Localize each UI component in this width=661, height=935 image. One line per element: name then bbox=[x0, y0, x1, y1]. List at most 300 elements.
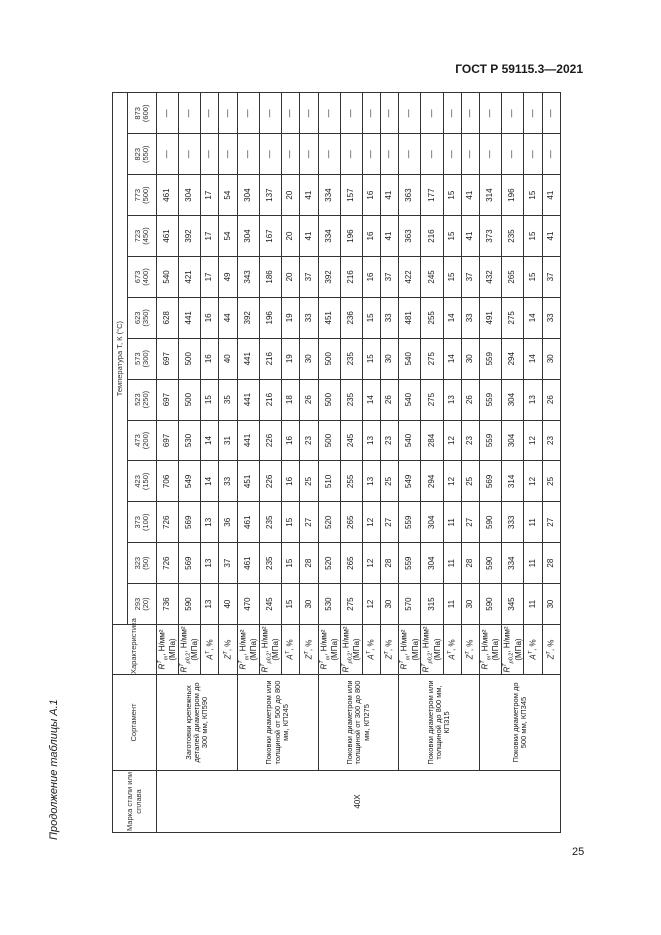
value-cell: 16 bbox=[281, 461, 299, 502]
value-cell: 284 bbox=[421, 420, 443, 461]
value-cell: — bbox=[201, 134, 219, 175]
value-cell: 461 bbox=[237, 543, 259, 584]
value-cell: 726 bbox=[157, 543, 179, 584]
value-cell: 13 bbox=[362, 461, 380, 502]
value-cell: 11 bbox=[443, 584, 461, 625]
value-cell: 726 bbox=[157, 502, 179, 543]
value-cell: — bbox=[524, 93, 542, 134]
value-cell: 167 bbox=[259, 216, 281, 257]
value-cell: 30 bbox=[461, 338, 479, 379]
col-characteristic-header: Характеристика bbox=[113, 625, 157, 675]
temp-col-header bbox=[128, 134, 157, 175]
characteristic-cell: $R^T_{p0,2}$, Н/мм² (МПа) bbox=[259, 625, 281, 675]
value-cell: 491 bbox=[480, 297, 502, 338]
value-cell: 25 bbox=[381, 461, 399, 502]
value-cell: 186 bbox=[259, 256, 281, 297]
value-cell: 17 bbox=[201, 175, 219, 216]
value-cell: 19 bbox=[281, 297, 299, 338]
value-cell: 20 bbox=[281, 216, 299, 257]
value-cell: 15 bbox=[281, 502, 299, 543]
value-cell: 15 bbox=[201, 379, 219, 420]
temp-kelvin: 773 bbox=[132, 188, 142, 202]
value-cell: 235 bbox=[502, 216, 524, 257]
value-cell: 11 bbox=[524, 543, 542, 584]
value-cell: 15 bbox=[524, 175, 542, 216]
value-cell: 11 bbox=[524, 584, 542, 625]
value-cell: 30 bbox=[542, 338, 560, 379]
value-cell: 16 bbox=[201, 338, 219, 379]
value-cell: 37 bbox=[542, 256, 560, 297]
value-cell: — bbox=[542, 134, 560, 175]
value-cell: 706 bbox=[157, 461, 179, 502]
value-cell: 15 bbox=[443, 175, 461, 216]
value-cell: 13 bbox=[201, 584, 219, 625]
value-cell: 28 bbox=[300, 543, 318, 584]
temp-celsius: (450) bbox=[141, 227, 150, 245]
value-cell: — bbox=[399, 93, 421, 134]
characteristic-cell: $Z^T$, % bbox=[219, 625, 237, 675]
value-cell: 520 bbox=[318, 502, 340, 543]
characteristic-cell: $R^T_{p0,2}$, Н/мм² (МПа) bbox=[421, 625, 443, 675]
value-cell: 30 bbox=[542, 584, 560, 625]
value-cell: — bbox=[179, 134, 201, 175]
value-cell: 157 bbox=[340, 175, 362, 216]
value-cell: 40 bbox=[219, 338, 237, 379]
value-cell: 196 bbox=[259, 297, 281, 338]
temp-celsius: (600) bbox=[141, 104, 150, 123]
value-cell: 559 bbox=[480, 338, 502, 379]
properties-table-wrap bbox=[112, 93, 576, 833]
characteristic-cell: $R^T_{p0,2}$, Н/мм² (МПа) bbox=[340, 625, 362, 675]
value-cell: 304 bbox=[237, 216, 259, 257]
value-cell: — bbox=[502, 93, 524, 134]
temp-col-header bbox=[128, 93, 157, 134]
temp-kelvin: 323 bbox=[132, 556, 142, 570]
temp-kelvin: 673 bbox=[132, 270, 142, 284]
value-cell: 26 bbox=[461, 379, 479, 420]
value-cell: 33 bbox=[542, 297, 560, 338]
value-cell: 28 bbox=[381, 543, 399, 584]
value-cell: — bbox=[362, 134, 380, 175]
value-cell: 451 bbox=[318, 297, 340, 338]
value-cell: 12 bbox=[443, 461, 461, 502]
table-row bbox=[399, 93, 421, 833]
value-cell: 559 bbox=[399, 502, 421, 543]
value-cell: 33 bbox=[300, 297, 318, 338]
temp-celsius: (200) bbox=[141, 431, 150, 450]
value-cell: 216 bbox=[259, 338, 281, 379]
value-cell: — bbox=[461, 93, 479, 134]
value-cell: 37 bbox=[381, 256, 399, 297]
value-cell: 275 bbox=[421, 379, 443, 420]
value-cell: 23 bbox=[300, 420, 318, 461]
temperature-header: Температура T, К (°С) bbox=[113, 93, 128, 625]
temp-kelvin: 873 bbox=[132, 107, 142, 120]
value-cell: 530 bbox=[179, 420, 201, 461]
characteristic-cell: $A^T$, % bbox=[362, 625, 380, 675]
value-cell: 14 bbox=[362, 379, 380, 420]
value-cell: 177 bbox=[421, 175, 443, 216]
value-cell: — bbox=[179, 93, 201, 134]
value-cell: 15 bbox=[443, 216, 461, 257]
page-number: 25 bbox=[572, 846, 585, 858]
value-cell: 245 bbox=[340, 420, 362, 461]
value-cell: 36 bbox=[219, 502, 237, 543]
value-cell: 11 bbox=[443, 543, 461, 584]
value-cell: 12 bbox=[524, 461, 542, 502]
characteristic-cell: $R^T_{p0,2}$, Н/мм² (МПа) bbox=[502, 625, 524, 675]
value-cell: 590 bbox=[480, 543, 502, 584]
value-cell: 226 bbox=[259, 461, 281, 502]
value-cell: 15 bbox=[362, 297, 380, 338]
value-cell: 15 bbox=[362, 338, 380, 379]
value-cell: 432 bbox=[480, 256, 502, 297]
value-cell: 304 bbox=[179, 175, 201, 216]
value-cell: 20 bbox=[281, 256, 299, 297]
value-cell: 481 bbox=[399, 297, 421, 338]
value-cell: 13 bbox=[201, 543, 219, 584]
value-cell: 25 bbox=[542, 461, 560, 502]
value-cell: 13 bbox=[201, 502, 219, 543]
value-cell: 14 bbox=[201, 461, 219, 502]
value-cell: 54 bbox=[219, 216, 237, 257]
characteristic-cell: $A^T$, % bbox=[281, 625, 299, 675]
value-cell: 304 bbox=[237, 175, 259, 216]
value-cell: 540 bbox=[157, 256, 179, 297]
value-cell: 14 bbox=[201, 420, 219, 461]
value-cell: — bbox=[399, 134, 421, 175]
value-cell: — bbox=[381, 134, 399, 175]
value-cell: 235 bbox=[259, 502, 281, 543]
value-cell: 569 bbox=[480, 461, 502, 502]
value-cell: 41 bbox=[381, 175, 399, 216]
value-cell: — bbox=[237, 134, 259, 175]
temp-celsius: (500) bbox=[141, 186, 150, 204]
value-cell: 14 bbox=[524, 297, 542, 338]
value-cell: 304 bbox=[502, 379, 524, 420]
temp-kelvin: 573 bbox=[132, 352, 142, 365]
temp-kelvin: 723 bbox=[132, 229, 142, 243]
value-cell: 18 bbox=[281, 379, 299, 420]
value-cell: 559 bbox=[399, 543, 421, 584]
value-cell: — bbox=[219, 134, 237, 175]
value-cell: — bbox=[362, 93, 380, 134]
value-cell: 37 bbox=[300, 256, 318, 297]
value-cell: 40 bbox=[219, 584, 237, 625]
value-cell: 549 bbox=[399, 461, 421, 502]
temp-kelvin: 473 bbox=[132, 434, 142, 447]
value-cell: 294 bbox=[502, 338, 524, 379]
value-cell: 470 bbox=[237, 584, 259, 625]
value-cell: 30 bbox=[381, 338, 399, 379]
temp-kelvin: 423 bbox=[132, 475, 142, 488]
value-cell: 275 bbox=[502, 297, 524, 338]
standard-designation: ГОСТ Р 59115.3—2021 bbox=[455, 62, 583, 76]
value-cell: 28 bbox=[542, 543, 560, 584]
temp-col-header bbox=[128, 543, 157, 584]
value-cell: 235 bbox=[340, 338, 362, 379]
value-cell: 697 bbox=[157, 420, 179, 461]
value-cell: 15 bbox=[524, 256, 542, 297]
value-cell: — bbox=[421, 93, 443, 134]
value-cell: 15 bbox=[281, 584, 299, 625]
value-cell: 265 bbox=[340, 543, 362, 584]
value-cell: — bbox=[157, 93, 179, 134]
temp-celsius: (350) bbox=[141, 309, 150, 327]
table-row bbox=[318, 93, 340, 833]
value-cell: 16 bbox=[281, 420, 299, 461]
value-cell: 27 bbox=[542, 502, 560, 543]
value-cell: 137 bbox=[259, 175, 281, 216]
value-cell: 510 bbox=[318, 461, 340, 502]
value-cell: 569 bbox=[179, 543, 201, 584]
value-cell: 265 bbox=[502, 256, 524, 297]
value-cell: 26 bbox=[381, 379, 399, 420]
value-cell: 590 bbox=[480, 584, 502, 625]
value-cell: 315 bbox=[421, 584, 443, 625]
value-cell: 30 bbox=[461, 584, 479, 625]
value-cell: 500 bbox=[318, 338, 340, 379]
temp-kelvin: 373 bbox=[132, 516, 142, 529]
temp-celsius: (100) bbox=[141, 513, 150, 532]
temp-celsius: (400) bbox=[141, 268, 150, 286]
value-cell: 54 bbox=[219, 175, 237, 216]
value-cell: 314 bbox=[480, 175, 502, 216]
value-cell: 304 bbox=[502, 420, 524, 461]
value-cell: 37 bbox=[461, 256, 479, 297]
value-cell: 196 bbox=[340, 216, 362, 257]
temp-celsius: (20) bbox=[141, 597, 150, 611]
value-cell: 25 bbox=[461, 461, 479, 502]
characteristic-cell: $R^T_m$, Н/мм² (МПа) bbox=[480, 625, 502, 675]
value-cell: 16 bbox=[362, 175, 380, 216]
value-cell: 500 bbox=[179, 379, 201, 420]
value-cell: 697 bbox=[157, 379, 179, 420]
value-cell: 530 bbox=[318, 584, 340, 625]
value-cell: 304 bbox=[421, 502, 443, 543]
value-cell: — bbox=[480, 93, 502, 134]
value-cell: 216 bbox=[259, 379, 281, 420]
value-cell: — bbox=[443, 134, 461, 175]
value-cell: 441 bbox=[237, 338, 259, 379]
temp-col-header bbox=[128, 461, 157, 502]
value-cell: — bbox=[461, 134, 479, 175]
value-cell: 20 bbox=[281, 175, 299, 216]
temp-kelvin: 293 bbox=[132, 597, 142, 611]
value-cell: 25 bbox=[300, 461, 318, 502]
characteristic-cell: $Z^T$, % bbox=[381, 625, 399, 675]
value-cell: 441 bbox=[179, 297, 201, 338]
value-cell: 30 bbox=[300, 338, 318, 379]
value-cell: 41 bbox=[461, 175, 479, 216]
value-cell: 392 bbox=[318, 256, 340, 297]
temp-col-header bbox=[128, 175, 157, 216]
value-cell: 23 bbox=[542, 420, 560, 461]
value-cell: 16 bbox=[201, 297, 219, 338]
temp-col-header bbox=[128, 502, 157, 543]
characteristic-cell: $Z^T$, % bbox=[542, 625, 560, 675]
assortment-cell: Поковки диаметром или толщиной до 800 мм, КП315 bbox=[399, 675, 480, 771]
value-cell: 500 bbox=[179, 338, 201, 379]
value-cell: 549 bbox=[179, 461, 201, 502]
value-cell: 12 bbox=[362, 584, 380, 625]
value-cell: 245 bbox=[259, 584, 281, 625]
value-cell: 255 bbox=[340, 461, 362, 502]
value-cell: — bbox=[480, 134, 502, 175]
value-cell: 13 bbox=[524, 379, 542, 420]
value-cell: 11 bbox=[524, 502, 542, 543]
value-cell: — bbox=[281, 134, 299, 175]
value-cell: 540 bbox=[399, 420, 421, 461]
table-row bbox=[480, 93, 502, 833]
value-cell: 422 bbox=[399, 256, 421, 297]
value-cell: 19 bbox=[281, 338, 299, 379]
temp-col-header bbox=[128, 216, 157, 257]
characteristic-cell: $Z^T$, % bbox=[300, 625, 318, 675]
value-cell: 245 bbox=[421, 256, 443, 297]
value-cell: 590 bbox=[179, 584, 201, 625]
value-cell: 451 bbox=[237, 461, 259, 502]
value-cell: 15 bbox=[443, 256, 461, 297]
value-cell: 17 bbox=[201, 256, 219, 297]
value-cell: 255 bbox=[421, 297, 443, 338]
value-cell: 26 bbox=[300, 379, 318, 420]
assortment-cell: Заготовки крепежных деталей диаметром до 300 мм, КП590 bbox=[157, 675, 238, 771]
value-cell: 441 bbox=[237, 379, 259, 420]
value-cell: 736 bbox=[157, 584, 179, 625]
value-cell: 500 bbox=[318, 379, 340, 420]
col-grade-header: Марка стали или сплава bbox=[113, 771, 157, 833]
value-cell: 392 bbox=[179, 216, 201, 257]
temp-celsius: (150) bbox=[141, 472, 150, 491]
value-cell: 41 bbox=[542, 216, 560, 257]
value-cell: — bbox=[281, 93, 299, 134]
value-cell: 216 bbox=[421, 216, 443, 257]
value-cell: — bbox=[300, 93, 318, 134]
value-cell: 520 bbox=[318, 543, 340, 584]
value-cell: 27 bbox=[381, 502, 399, 543]
value-cell: 265 bbox=[340, 502, 362, 543]
value-cell: 333 bbox=[502, 502, 524, 543]
value-cell: 226 bbox=[259, 420, 281, 461]
temp-col-header bbox=[128, 338, 157, 379]
temp-celsius: (250) bbox=[141, 390, 150, 409]
value-cell: — bbox=[201, 93, 219, 134]
value-cell: 37 bbox=[219, 543, 237, 584]
temp-col-header bbox=[128, 420, 157, 461]
assortment-cell: Поковки диаметром или толщиной от 300 до 800 мм, КП275 bbox=[318, 675, 399, 771]
value-cell: — bbox=[340, 93, 362, 134]
value-cell: 235 bbox=[340, 379, 362, 420]
value-cell: 697 bbox=[157, 338, 179, 379]
value-cell: 15 bbox=[524, 216, 542, 257]
value-cell: 44 bbox=[219, 297, 237, 338]
temp-kelvin: 523 bbox=[132, 393, 142, 406]
value-cell: 41 bbox=[461, 216, 479, 257]
value-cell: — bbox=[259, 93, 281, 134]
temp-col-header bbox=[128, 297, 157, 338]
value-cell: 12 bbox=[362, 502, 380, 543]
value-cell: 28 bbox=[461, 543, 479, 584]
value-cell: 540 bbox=[399, 379, 421, 420]
value-cell: — bbox=[542, 93, 560, 134]
value-cell: 345 bbox=[502, 584, 524, 625]
table-row bbox=[237, 93, 259, 833]
value-cell: 27 bbox=[300, 502, 318, 543]
value-cell: 235 bbox=[259, 543, 281, 584]
value-cell: — bbox=[421, 134, 443, 175]
value-cell: 33 bbox=[461, 297, 479, 338]
value-cell: 570 bbox=[399, 584, 421, 625]
value-cell: 461 bbox=[237, 502, 259, 543]
value-cell: 41 bbox=[542, 175, 560, 216]
value-cell: 334 bbox=[502, 543, 524, 584]
value-cell: — bbox=[381, 93, 399, 134]
temp-kelvin: 823 bbox=[132, 148, 142, 161]
value-cell: 590 bbox=[480, 502, 502, 543]
value-cell: — bbox=[318, 93, 340, 134]
value-cell: 216 bbox=[340, 256, 362, 297]
value-cell: 14 bbox=[443, 338, 461, 379]
characteristic-cell: $R^T_m$, Н/мм² (МПа) bbox=[237, 625, 259, 675]
value-cell: — bbox=[524, 134, 542, 175]
characteristic-cell: $R^T_m$, Н/мм² (МПа) bbox=[399, 625, 421, 675]
value-cell: 14 bbox=[524, 338, 542, 379]
value-cell: — bbox=[157, 134, 179, 175]
value-cell: 334 bbox=[318, 216, 340, 257]
value-cell: 33 bbox=[381, 297, 399, 338]
value-cell: — bbox=[443, 93, 461, 134]
value-cell: 236 bbox=[340, 297, 362, 338]
table-row bbox=[157, 93, 179, 833]
value-cell: 16 bbox=[362, 216, 380, 257]
temp-col-header bbox=[128, 379, 157, 420]
characteristic-cell: $R^T_{p0,2}$, Н/мм² (МПа) bbox=[179, 625, 201, 675]
characteristic-cell: $A^T$, % bbox=[524, 625, 542, 675]
temp-col-header bbox=[128, 256, 157, 297]
value-cell: — bbox=[318, 134, 340, 175]
value-cell: 41 bbox=[300, 175, 318, 216]
value-cell: 363 bbox=[399, 175, 421, 216]
value-cell: 500 bbox=[318, 420, 340, 461]
value-cell: 275 bbox=[421, 338, 443, 379]
value-cell: 13 bbox=[362, 420, 380, 461]
assortment-cell: Поковки диаметром до 500 мм, КП345 bbox=[480, 675, 561, 771]
characteristic-cell: $Z^T$, % bbox=[461, 625, 479, 675]
characteristic-cell: $A^T$, % bbox=[201, 625, 219, 675]
value-cell: 13 bbox=[443, 379, 461, 420]
value-cell: 26 bbox=[542, 379, 560, 420]
temp-celsius: (300) bbox=[141, 349, 150, 368]
value-cell: — bbox=[502, 134, 524, 175]
value-cell: 392 bbox=[237, 297, 259, 338]
table-caption: Продолжение таблицы А.1 bbox=[48, 699, 60, 840]
value-cell: 461 bbox=[157, 175, 179, 216]
properties-table bbox=[112, 92, 561, 833]
value-cell: 12 bbox=[362, 543, 380, 584]
value-cell: 441 bbox=[237, 420, 259, 461]
value-cell: 559 bbox=[480, 379, 502, 420]
col-assortment-header: Сортамент bbox=[113, 675, 157, 771]
value-cell: — bbox=[237, 93, 259, 134]
value-cell: 421 bbox=[179, 256, 201, 297]
value-cell: 30 bbox=[300, 584, 318, 625]
value-cell: 275 bbox=[340, 584, 362, 625]
value-cell: 49 bbox=[219, 256, 237, 297]
value-cell: 12 bbox=[443, 420, 461, 461]
value-cell: 314 bbox=[502, 461, 524, 502]
value-cell: 334 bbox=[318, 175, 340, 216]
